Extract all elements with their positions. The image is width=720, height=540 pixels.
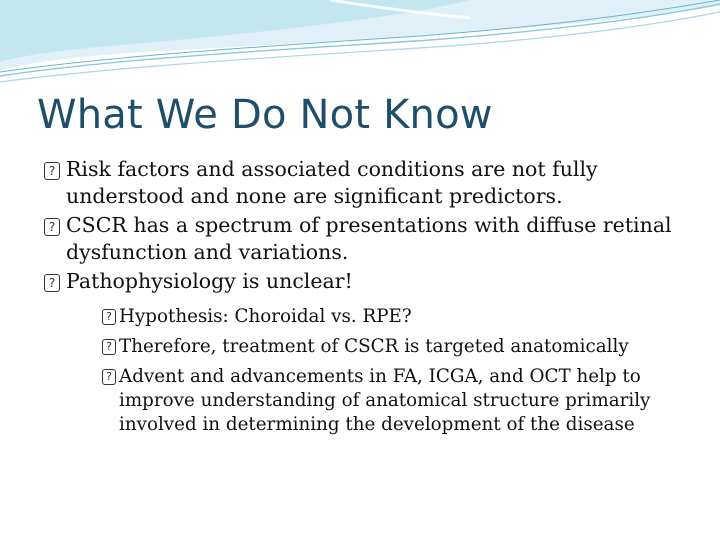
sub-bullet-glyph-icon: ? xyxy=(102,369,116,385)
bullet-glyph-icon: ? xyxy=(44,274,60,292)
sub-bullet-text: Therefore, treatment of CSCR is targeted anatomically xyxy=(119,336,629,357)
bullet-text: CSCR has a spectrum of presentations with diffuse retinal dysfunction and variations. xyxy=(66,213,672,264)
sub-bullet-hypothesis xyxy=(102,305,674,329)
slide-title: What We Do Not Know xyxy=(37,92,493,138)
header-wave-decoration xyxy=(0,0,720,90)
bullet-text: Pathophysiology is unclear! xyxy=(66,269,353,293)
sub-bullet-glyph-icon: ? xyxy=(102,309,116,325)
sub-bullet-treatment xyxy=(102,335,674,359)
bullet-text: Risk factors and associated conditions are not fully understood and none are significant predictors. xyxy=(66,157,598,208)
bullet-glyph-icon: ? xyxy=(44,162,60,180)
sub-bullet-list xyxy=(102,305,674,437)
bullet-item-cscr-spectrum xyxy=(44,212,674,266)
sub-bullet-text: Advent and advancements in FA, ICGA, and OCT help to improve understanding of anatomical structure primarily involved in determining the development of the disease xyxy=(119,366,651,435)
slide-body xyxy=(44,156,674,437)
sub-bullet-imaging-advances xyxy=(102,365,674,437)
bullet-item-pathophysiology xyxy=(44,268,674,295)
sub-bullet-glyph-icon: ? xyxy=(102,339,116,355)
sub-bullet-text: Hypothesis: Choroidal vs. RPE? xyxy=(119,306,412,327)
bullet-item-risk-factors xyxy=(44,156,674,210)
bullet-glyph-icon: ? xyxy=(44,218,60,236)
